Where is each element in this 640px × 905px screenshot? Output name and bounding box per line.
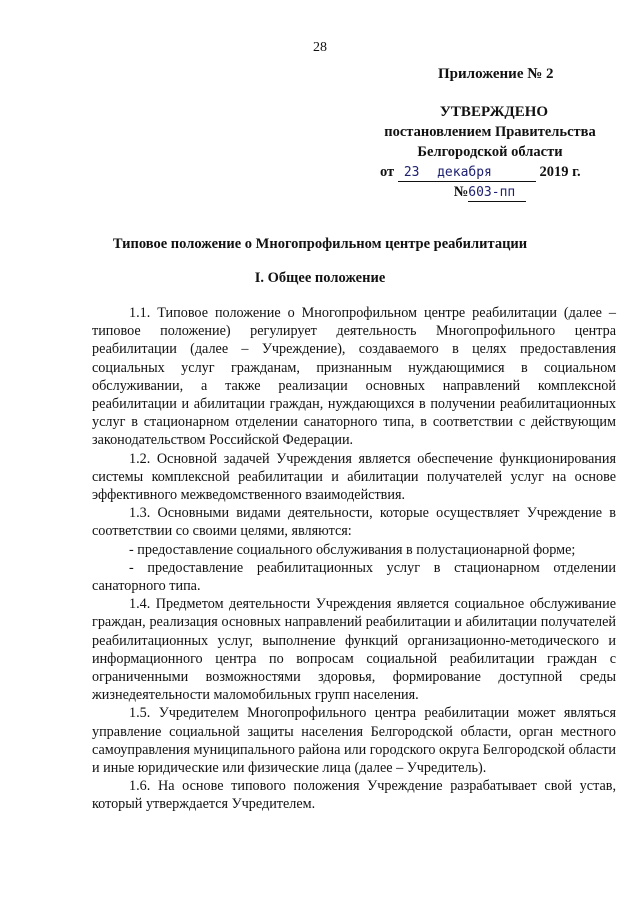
approved-by-line-2: Белгородской области	[417, 144, 563, 160]
paragraph-1-3: 1.3. Основными видами деятельности, которые осуществляет Учреждение в соответствии со своими целями, являются:	[92, 505, 616, 540]
approved-label: УТВЕРЖДЕНО	[439, 104, 549, 120]
paragraph-1-2: 1.2. Основной задачей Учреждения является обеспечение функционирования системы комплексной реабилитации и абилитации получателей услуг на основе эффективного межведомственного взаимодействия.	[92, 450, 616, 504]
date-prefix: от	[380, 164, 395, 180]
list-item: - предоставление социального обслуживания в полустационарной форме;	[129, 541, 576, 558]
paragraph-1-5: 1.5. Учредителем Многопрофильного центра реабилитации может являться управление социальной защиты населения Белгородской области, орган местного самоуправления муниципального района или городского округа Белгородской области и иные юридические или физические лица (далее – Учредитель).	[92, 705, 616, 777]
paragraph-1-1: 1.1. Типовое положение о Многопрофильном центре реабилитации (далее – типовое положение) регулирует деятельность Многопрофильного центра реабилитации (далее – Учреждение), создаваемого в целях предоставления социальных услуг гражданам, признанным нуждающимися в социальном обслуживании, а также реализации основных направлений комплексной реабилитации и абилитации граждан, нуждающихся в получении реабилитационных услуг в стационарном отделении санаторного типа, в соответствии с действующим законодательством Российской Федерации.	[92, 305, 616, 449]
paragraph-1-4: 1.4. Предметом деятельности Учреждения является социальное обслуживание граждан, реализация основных направлений реабилитации и абилитации получателей реабилитационных услуг, выполнение функций организационно-методического и информационного центра по вопросам социальной реабилитации граждан с ограниченными возможностями здоровья, формирование доступной среды жизнедеятельности маломобильных групп населения.	[92, 596, 616, 704]
approved-by-line-1: постановлением Правительства	[384, 124, 596, 140]
date-underline	[398, 164, 536, 182]
date-day: 23	[403, 165, 420, 180]
document-body	[92, 304, 616, 814]
list-item: - предоставление реабилитационных услуг в стационарном отделении санаторного типа.	[92, 559, 616, 595]
number-prefix: №	[453, 184, 469, 200]
resolution-number	[360, 182, 620, 202]
section-title: I. Общее положение	[254, 270, 386, 286]
paragraph-1-6: 1.6. На основе типового положения Учреждение разрабатывает свой устав, который утверждается Учредителем.	[92, 778, 616, 813]
page-number: 28	[313, 40, 327, 55]
date-year: 2019 г.	[539, 164, 581, 180]
number-value: 603-пп	[468, 185, 526, 202]
document-title: Типовое положение о Многопрофильном центре реабилитации	[112, 236, 528, 252]
approval-date	[360, 162, 620, 182]
annex-label: Приложение № 2	[438, 66, 554, 82]
date-month: декабря	[437, 165, 492, 180]
approval-block	[360, 64, 620, 202]
